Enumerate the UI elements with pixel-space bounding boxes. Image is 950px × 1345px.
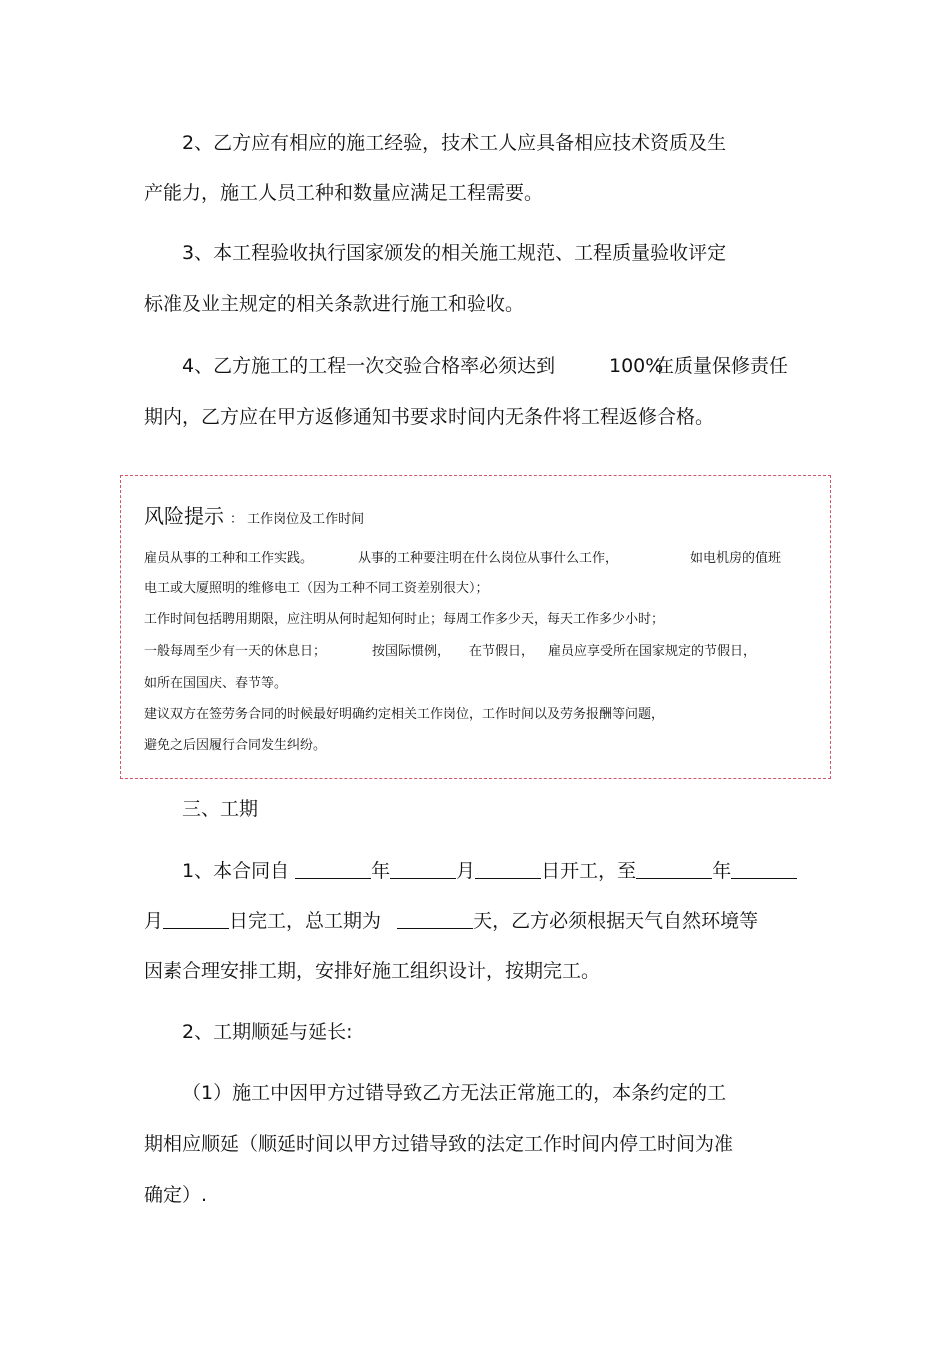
- risk-line-4c: 在节假日，: [469, 644, 535, 659]
- para-4-percent: 100%: [609, 355, 664, 377]
- item-1-prefix: 1、本合同自: [182, 860, 290, 882]
- risk-line-4d: 雇员应享受所在国家规定的节假日，: [548, 644, 757, 659]
- unit-days: 天，乙方必须根据天气自然环境等: [473, 910, 759, 932]
- item-1-line-2: [144, 908, 758, 934]
- para-2-line-2: 产能力，施工人员工种和数量应满足工程需要。: [144, 182, 544, 204]
- unit-day-end: 日完工，总工期为: [229, 910, 382, 932]
- unit-year: 年: [371, 860, 391, 882]
- blank-end-month[interactable]: [731, 858, 797, 879]
- sub-1-line-1: （1）施工中因甲方过错导致乙方无法正常施工的，本条约定的工: [182, 1082, 727, 1104]
- unit-month-2: 月: [144, 910, 164, 932]
- blank-total-days[interactable]: [397, 908, 473, 929]
- risk-line-1b: 从事的工种要注明在什么岗位从事什么工作，: [358, 551, 619, 566]
- sub-1-line-2: 期相应顺延（顺延时间以甲方过错导致的法定工作时间内停工时间为准: [144, 1133, 734, 1155]
- para-4-line-1: 4、乙方施工的工程一次交验合格率必须达到: [182, 355, 556, 377]
- item-1-line-3: 因素合理安排工期，安排好施工组织设计，按期完工。: [144, 960, 601, 982]
- sub-1-line-3: 确定）.: [144, 1184, 208, 1206]
- risk-line-1a: 雇员从事的工种和工作实践。: [144, 551, 314, 566]
- section-heading: 三、工期: [182, 798, 259, 820]
- para-4-line-1-end: 在质量保修责任: [655, 355, 789, 377]
- risk-line-4a: 一般每周至少有一天的休息日；: [144, 644, 327, 659]
- item-1-line-1: [182, 858, 797, 884]
- blank-start-day[interactable]: [475, 858, 541, 879]
- para-2-line-1: 2、乙方应有相应的施工经验，技术工人应具备相应技术资质及生: [182, 132, 727, 154]
- blank-end-day[interactable]: [163, 908, 229, 929]
- unit-year-2: 年: [712, 860, 732, 882]
- risk-notice-title: [144, 503, 364, 533]
- risk-line-1c: 如电机房的值班: [690, 551, 782, 566]
- unit-month: 月: [456, 860, 476, 882]
- risk-line-6: 建议双方在签劳务合同的时候最好明确约定相关工作岗位，工作时间以及劳务报酬等问题，: [144, 707, 665, 722]
- para-3-line-2: 标准及业主规定的相关条款进行施工和验收。: [144, 293, 525, 315]
- risk-line-4b: 按国际惯例，: [372, 644, 451, 659]
- risk-subtitle-text: ： 工作岗位及工作时间: [230, 512, 365, 527]
- para-4-line-2: 期内，乙方应在甲方返修通知书要求时间内无条件将工程返修合格。: [144, 406, 715, 428]
- risk-line-5: 如所在国国庆、春节等。: [144, 676, 288, 691]
- risk-line-2: 电工或大厦照明的维修电工（因为工种不同工资差别很大）；: [144, 581, 489, 596]
- para-3-line-1: 3、本工程验收执行国家颁发的相关施工规范、工程质量验收评定: [182, 242, 727, 264]
- risk-line-3: 工作时间包括聘用期限，应注明从何时起知何时止；每周工作多少天，每天工作多少小时；: [144, 612, 665, 627]
- blank-start-year[interactable]: [295, 858, 371, 879]
- item-2: 2、工期顺延与延长:: [182, 1021, 353, 1043]
- risk-title-text: 风险提示: [144, 504, 224, 528]
- blank-start-month[interactable]: [390, 858, 456, 879]
- risk-line-7: 避免之后因履行合同发生纠纷。: [144, 738, 327, 753]
- unit-day-start: 日开工，至: [541, 860, 637, 882]
- blank-end-year[interactable]: [636, 858, 712, 879]
